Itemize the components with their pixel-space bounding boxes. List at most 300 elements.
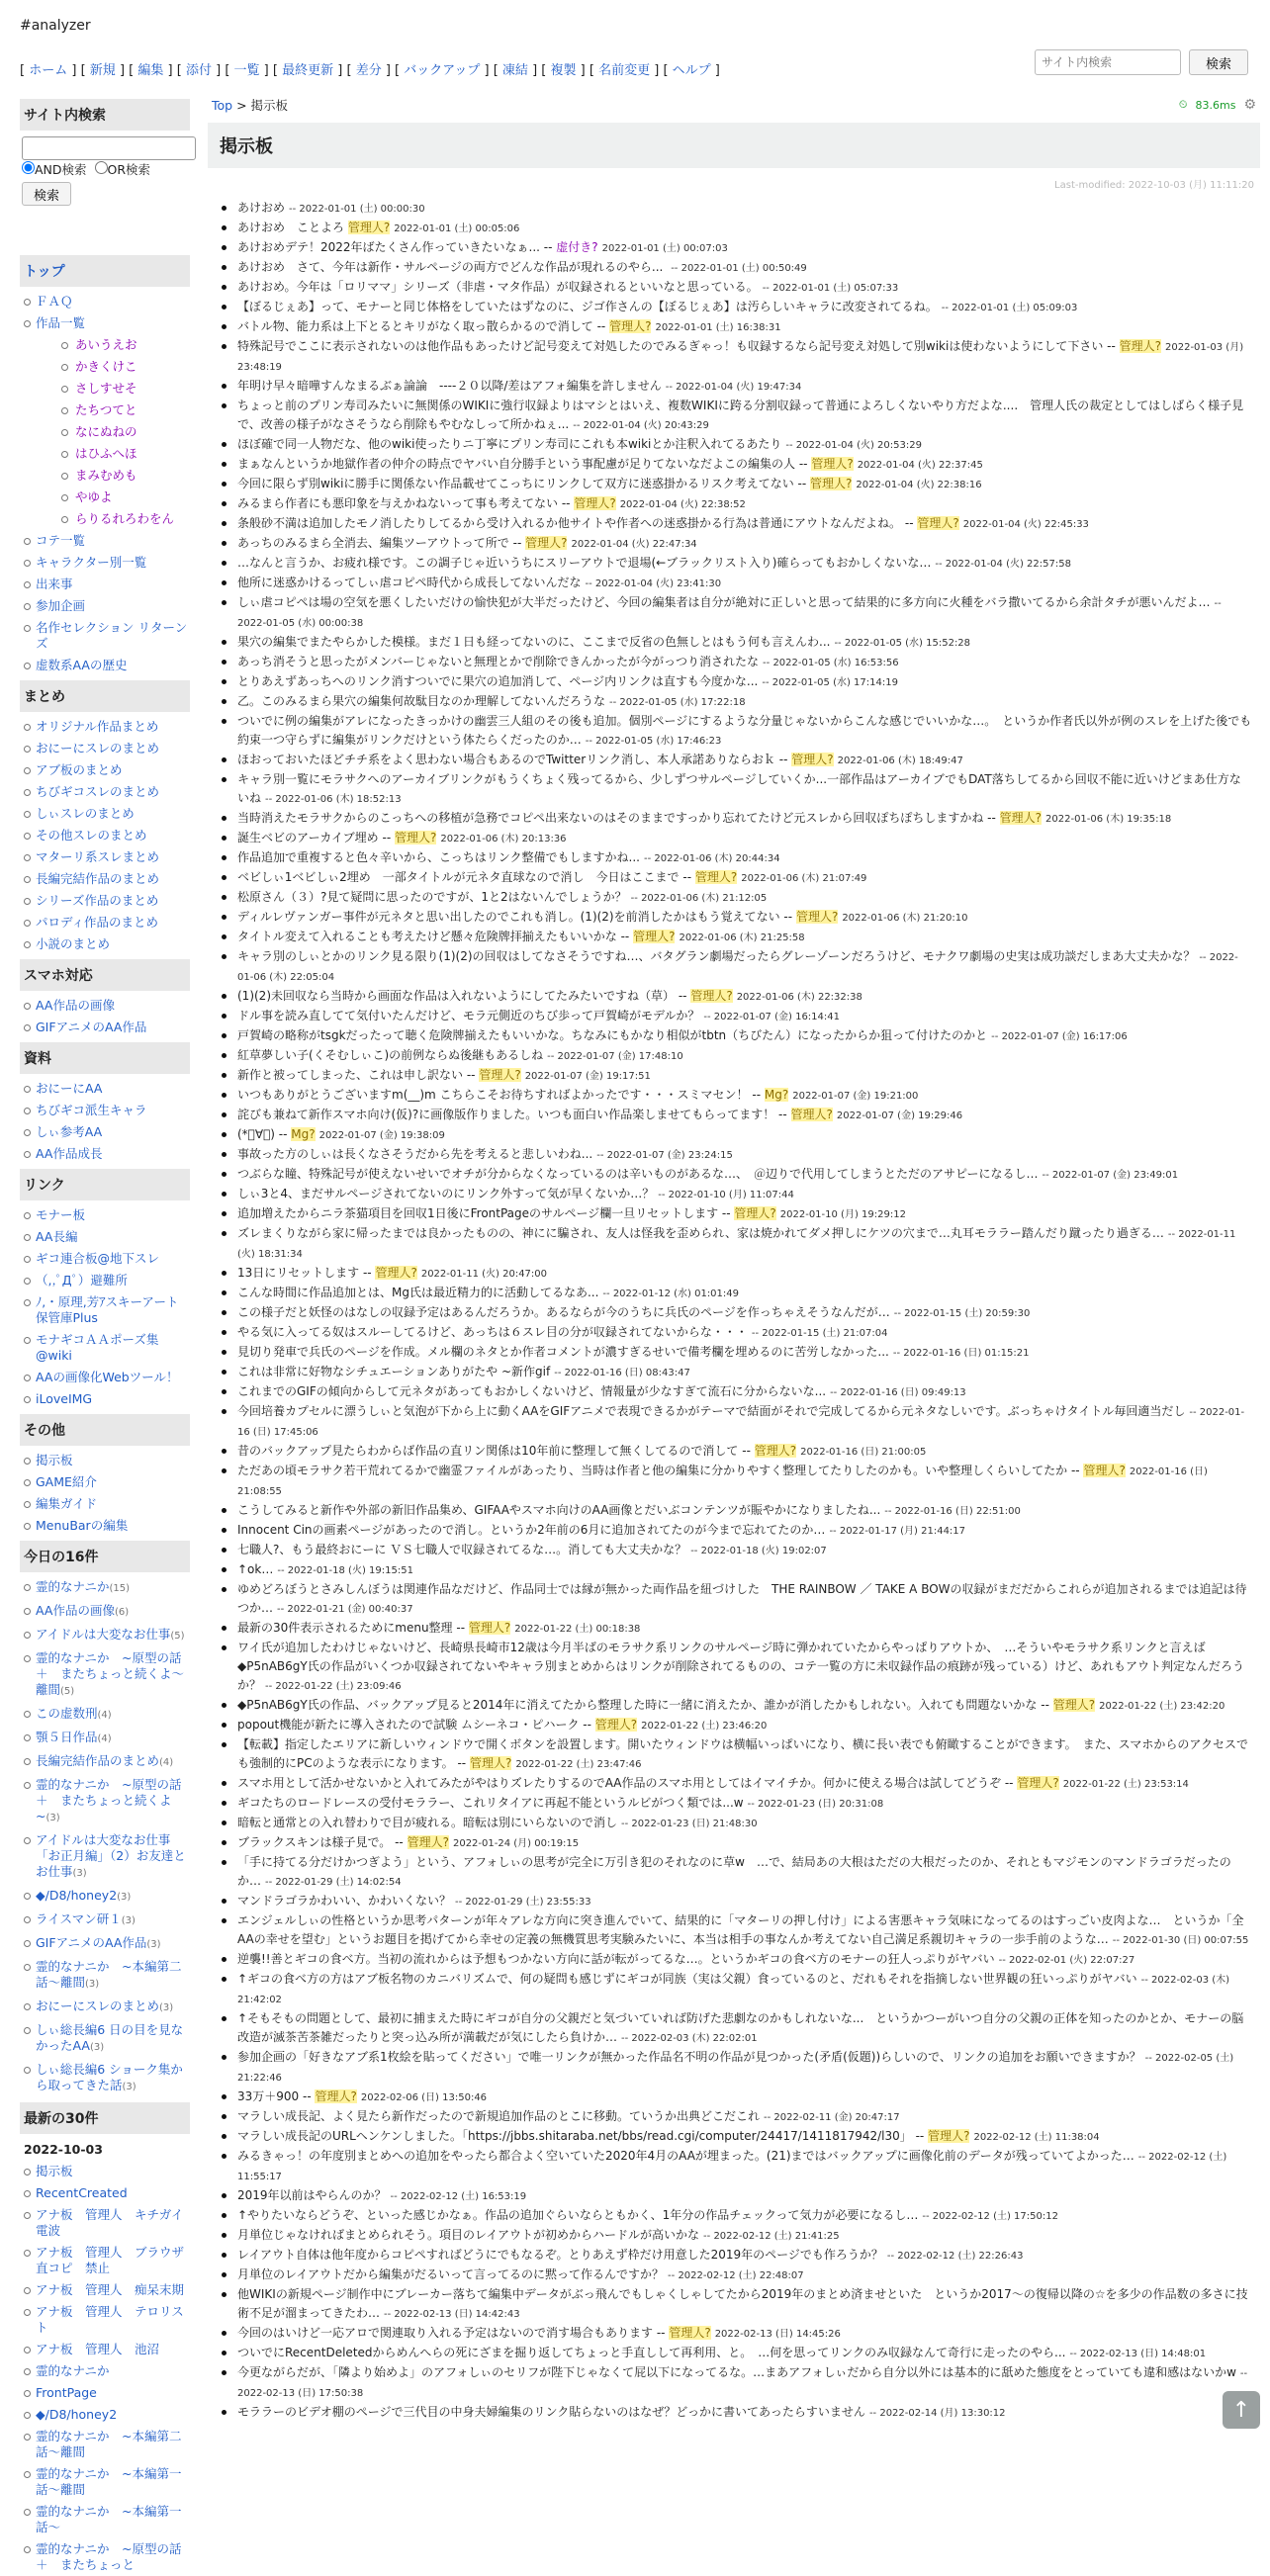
post-list [208, 199, 1260, 2423]
sidebar-link[interactable] [20, 912, 190, 933]
post-text: タイトル変えて入れることも考えたけど懸々危険牌拝揃えたもいいかな -- [237, 930, 630, 943]
post-author[interactable]: 管理人? [1017, 1776, 1059, 1790]
post-author[interactable]: 管理人? [810, 477, 853, 490]
post-timestamp: 2022-02-06 (日) 13:50:46 [360, 2092, 488, 2103]
kana-link-label[interactable]: なにぬねの [75, 424, 137, 439]
sidebar-link-label[interactable]: コテ一覧 [36, 533, 86, 548]
post-author[interactable]: 管理人? [347, 221, 391, 234]
post-item [237, 1774, 1252, 1794]
post-author[interactable]: 管理人? [669, 2326, 711, 2340]
post-author[interactable]: 管理人? [795, 910, 839, 924]
post-author[interactable]: 管理人? [594, 1718, 638, 1732]
kana-link-label[interactable]: はひふへほ [75, 446, 137, 461]
post-text: ベビしぃ1ベビしぃ2埋め 一部タイトルが元ネタ直球なので消し 今日はここまで -- [237, 870, 692, 884]
sidebar-link-label[interactable]: GAME紹介 [36, 1474, 97, 1489]
post-timestamp: 2022-01-22 (土) 23:46:20 [641, 1721, 768, 1732]
post-text: 2019年以前はやらんのか？ [237, 2188, 387, 2202]
header [0, 0, 1270, 89]
post-timestamp: -- 2022-01-17 (月) 21:44:17 [829, 1526, 966, 1537]
sidebar-link[interactable] [20, 738, 190, 759]
kana-link-label[interactable]: まみむめも [75, 468, 137, 483]
post-author[interactable]: 管理人? [315, 2089, 357, 2103]
today-item[interactable] [20, 1829, 190, 1885]
post-timestamp: -- 2022-01-12 (水) 01:01:49 [602, 1288, 740, 1299]
sidebar-link[interactable] [20, 1100, 190, 1121]
today-item-label[interactable]: 霊的なナニか [36, 1579, 110, 1594]
post-timestamp: -- 2022-01-04 (火) 20:43:29 [573, 420, 709, 431]
post-item [237, 1402, 1252, 1442]
post-text: 最新の30件表示されるためにmenu整理 -- [237, 1621, 466, 1635]
nav-link[interactable]: ヘルプ [672, 63, 711, 78]
post-author[interactable]: 管理人? [791, 753, 834, 766]
sidebar-link-label[interactable]: 霊的なナニか ~本編第二話～離間 [36, 2429, 182, 2459]
sidebar-link[interactable] [20, 530, 190, 552]
side-search-input[interactable] [22, 136, 196, 160]
nav-link[interactable]: 差分 [355, 63, 382, 78]
post-item [237, 947, 1252, 987]
sidebar-link-label[interactable]: 霊的なナニか ~原型の話 ＋ またちょっと [36, 2541, 194, 2572]
post-timestamp: -- 2022-02-12 (土) 22:48:07 [668, 2270, 804, 2281]
sidebar-link-label[interactable]: しぃ参考AA [36, 1124, 103, 1139]
today-item-label[interactable]: ライスマン研１ [36, 1911, 122, 1926]
post-item [237, 435, 1252, 455]
post-author[interactable]: Mg? [764, 1088, 789, 1102]
sidebar-link-label[interactable]: ﾉ,・原理,芳ｱスキーアート保管庫Plus [36, 1294, 179, 1325]
post-item [237, 1501, 1252, 1521]
post-item [237, 672, 1252, 692]
post-timestamp: -- 2022-02-01 (火) 22:07:27 [998, 1955, 1135, 1966]
post-text: 詫びも兼ねて新作スマホ向け(仮)?に画像版作りました。いつも面白い作品楽しませてもらってます！ -- [237, 1108, 787, 1121]
post-item [237, 1521, 1252, 1541]
post-author[interactable]: 管理人? [468, 1621, 511, 1635]
post-item [237, 1853, 1252, 1892]
sidebar-link-label[interactable]: MenuBarの編集 [36, 1518, 129, 1533]
kana-link-label[interactable]: かきくけこ [75, 359, 137, 374]
sidebar-link[interactable] [20, 1291, 190, 1329]
today-item[interactable] [20, 1885, 190, 1909]
post-text: 月単位じゃなければまとめられそう。項目のレイアウトが初めからハードルが高いかな [237, 2228, 700, 2242]
post-author[interactable]: 管理人? [999, 811, 1043, 825]
sidebar-link[interactable] [20, 933, 190, 955]
matome-heading: まとめ [20, 680, 190, 712]
post-author[interactable]: 管理人? [928, 2129, 970, 2143]
post-text: バトル物、能力系は上下とるとキリがなく取っ散らかるので消して -- [237, 319, 606, 333]
sidebar-link[interactable] [20, 890, 190, 912]
post-item [237, 534, 1252, 554]
post-item [237, 1735, 1252, 1774]
sidebar-link[interactable] [20, 1121, 190, 1143]
post-item [237, 377, 1252, 397]
kana-link[interactable] [20, 334, 190, 356]
today-item[interactable] [20, 1624, 190, 1647]
post-text: ただあの頃モラサク若干荒れてるかで幽霊ファイルがあったり、当時は作者と他の編集に分かりやすく整理してたりしたのかも。いや整理しくらいしてたか -- [237, 1464, 1080, 1477]
post-item [237, 1363, 1252, 1382]
sidebar-link[interactable] [20, 291, 190, 312]
kana-link-label[interactable]: やゆよ [75, 489, 113, 504]
sidebar-link[interactable] [20, 995, 190, 1017]
sidebar-link[interactable] [20, 759, 190, 781]
post-text: ほぼ確で同一人物だな、他のwiki使ったりニ丁寧にプリン寿司にこれも本wikiとか注釈入れてるあたり [237, 437, 782, 451]
sidebar-link-label[interactable]: モナー板 [36, 1207, 86, 1222]
today-item-label[interactable]: 霊的なナニか ~本編第二話～離間 [36, 1959, 182, 1990]
sidebar-link-label[interactable]: マターリ系スレまとめ [36, 849, 160, 864]
kana-link[interactable] [20, 465, 190, 487]
nav-link[interactable]: 最終更新 [282, 63, 334, 78]
post-author[interactable]: 管理人? [394, 831, 437, 844]
post-text: Innocent Cinの画素ページがあったので消し。というか2年前の6月に追加されてたのが今まで忘れてたのか… [237, 1523, 826, 1537]
main-content [208, 95, 1260, 2423]
sidebar-link[interactable] [20, 2204, 196, 2242]
today-item[interactable] [20, 1576, 190, 1600]
sidebar-link[interactable] [20, 2382, 190, 2404]
post-text: (*ﾟ∀ﾟ) -- [237, 1127, 288, 1141]
today-item-label[interactable]: 長編完結作品のまとめ [36, 1753, 160, 1768]
post-timestamp: -- 2022-01-21 (金) 00:40:37 [277, 1604, 413, 1615]
sidebar-link[interactable] [20, 868, 190, 890]
today-item-label[interactable]: 顎５日作品 [36, 1730, 98, 1744]
post-author[interactable]: 管理人? [811, 457, 854, 471]
post-author[interactable]: 管理人? [754, 1444, 797, 1458]
post-item [237, 1264, 1252, 1284]
post-author[interactable]: 管理人? [790, 1108, 833, 1121]
kana-link[interactable] [20, 508, 190, 530]
post-item [237, 317, 1252, 337]
kana-link-label[interactable]: たちつてと [75, 402, 137, 417]
sidebar-link-label[interactable]: しぃスレのまとめ [36, 806, 135, 821]
speed-icon: ⏲ [1178, 98, 1188, 111]
today-item[interactable] [20, 1909, 190, 1932]
post-text: 13日にリセットします -- [237, 1266, 372, 1280]
post-timestamp: -- 2022-01-23 (日) 21:48:30 [621, 1819, 758, 1829]
sidebar-link[interactable] [20, 2463, 190, 2501]
sidebar-link-label[interactable]: 出来事 [36, 577, 73, 591]
sidebar-link[interactable] [20, 1367, 190, 1388]
post-author[interactable]: 管理人? [690, 989, 733, 1003]
page-title: 掲示板 [208, 123, 1260, 168]
sidebar-link-label[interactable]: アブ板のまとめ [36, 762, 123, 777]
sidebar-link-label[interactable]: AA作品の画像 [36, 998, 115, 1013]
post-text: とりあえずあっちへのリンク消すついでに果穴の追加消して、ページ内リンクは直すも今度かな... [237, 674, 759, 688]
scroll-top-button[interactable]: ↑ [1223, 2391, 1260, 2429]
sidebar-link[interactable] [20, 2404, 190, 2426]
post-item [237, 1066, 1252, 1086]
nav-link[interactable]: 新規 [89, 63, 116, 78]
today-item-label[interactable]: この虚数刑 [36, 1706, 98, 1721]
sidebar-link-label[interactable]: シリーズ作品のまとめ [36, 893, 159, 908]
sidebar-link[interactable] [20, 2360, 190, 2382]
nav-link[interactable]: 凍結 [501, 63, 528, 78]
kana-link-label[interactable]: あいうえお [75, 337, 137, 352]
sidebar-link-label[interactable]: アナ板 管理人 テロリスト [36, 2304, 184, 2335]
nav-link[interactable]: 添付 [185, 63, 212, 78]
sidebar-link[interactable] [20, 1248, 190, 1270]
post-author[interactable]: 管理人? [525, 536, 568, 550]
sidebar-link[interactable] [20, 2501, 190, 2538]
sidebar-link[interactable] [20, 1493, 190, 1515]
post-timestamp: -- 2022-02-12 (土) 11:55:17 [237, 2152, 1227, 2182]
sidebar-link-label[interactable]: 編集ガイド [36, 1496, 98, 1511]
sidebar-link[interactable] [20, 716, 190, 738]
site-search-input[interactable] [1035, 49, 1181, 75]
today-item[interactable] [20, 1703, 190, 1727]
sidebar-link-label[interactable]: その他スレのまとめ [36, 828, 147, 843]
sidebar-link[interactable] [20, 1017, 190, 1038]
post-item [237, 2009, 1252, 2048]
sidebar-link-label[interactable]: ＦＡＱ [36, 294, 73, 309]
sidebar-link[interactable] [20, 1143, 190, 1165]
post-author[interactable]: 虚付き? [556, 240, 598, 254]
today-item-label[interactable]: GIFアニメのAA作品 [36, 1935, 147, 1950]
post-timestamp: 2022-01-22 (土) 00:18:38 [514, 1624, 641, 1635]
other-list [20, 1450, 190, 1537]
sidebar-link-label[interactable]: キャラクター別一覧 [36, 555, 147, 570]
post-text: しぃ3と4、まだサルページされてないのにリンク外すって気が早くないか…？ [237, 1187, 655, 1200]
site-search-button[interactable]: 検索 [1189, 49, 1248, 75]
today-item[interactable] [20, 2059, 190, 2098]
post-author[interactable]: 管理人? [734, 1206, 776, 1220]
post-text: 紅草夢しい子(くそむしぃこ)の前例ならぬ後継もあるしね [237, 1048, 544, 1062]
today-item[interactable] [20, 1996, 190, 2019]
today-item-label[interactable]: AA作品の画像 [36, 1603, 115, 1618]
sidebar-link[interactable] [20, 2161, 190, 2182]
sidebar-link-label[interactable]: 小説のまとめ [36, 936, 111, 951]
today-item[interactable] [20, 1750, 190, 1774]
today-item[interactable] [20, 1932, 190, 1956]
post-author[interactable]: 管理人? [1119, 339, 1161, 353]
today-item[interactable] [20, 1956, 190, 1996]
post-timestamp: -- 2022-01-07 (金) 16:14:41 [703, 1012, 840, 1022]
today-item-count: (3) [89, 2042, 105, 2053]
sidebar-link-label[interactable]: iLoveIMG [36, 1391, 93, 1406]
sidebar-link-label[interactable]: オリジナル作品まとめ [36, 719, 159, 734]
and-radio[interactable] [22, 161, 35, 174]
sidebar-link-label[interactable]: ちびギコ派生キャラ [36, 1103, 147, 1117]
post-item [237, 2344, 1252, 2363]
today-item[interactable] [20, 1647, 194, 1703]
sidebar-link[interactable] [20, 595, 190, 617]
today-item-label[interactable]: おにーにスレのまとめ [36, 1999, 160, 2013]
today-item[interactable] [20, 1727, 190, 1750]
side-search-button[interactable]: 検索 [22, 182, 71, 206]
post-timestamp: 2022-01-07 (金) 19:29:46 [836, 1110, 963, 1121]
sidebar-link[interactable] [20, 1270, 190, 1291]
post-item [237, 2324, 1252, 2344]
post-text: ついでに例の編集がアレになったきっかけの幽雲三人組のその後も追加。個別ページにするような分量じゃないからこんな感じでいいかな…。 というか作者氏以外が例のスレを上げた後でも約束一つ守らずに編集がリンクだけという体たらくだったのか… [237, 714, 1252, 747]
post-timestamp: 2022-01-16 (日) 21:08:55 [237, 1466, 1208, 1497]
post-item [237, 337, 1252, 377]
sidebar-link[interactable] [20, 1204, 190, 1226]
sidebar-link-label[interactable]: GIFアニメのAA作品 [36, 1020, 147, 1034]
kana-link[interactable] [20, 356, 190, 378]
sidebar-link[interactable] [20, 1388, 190, 1410]
nav-link[interactable]: 名前変更 [598, 63, 651, 78]
sidebar-link[interactable] [20, 2301, 190, 2339]
breadcrumb-top[interactable]: Top [212, 98, 233, 113]
nav-link[interactable]: バックアップ [404, 63, 481, 78]
today-item-label[interactable]: 霊的なナニか ~原型の話 ＋ またちょっと続くよ ~ [36, 1777, 194, 1823]
post-timestamp: -- 2022-02-13 (日) 14:48:01 [1069, 2349, 1207, 2359]
sidebar-link-label[interactable]: 霊的なナニか ~本編第一話～離間 [36, 2466, 182, 2497]
sidebar-link-label[interactable]: おにーにスレのまとめ [36, 741, 160, 755]
sidebar-link-label[interactable]: FrontPage [36, 2385, 97, 2400]
sidebar-link-label[interactable]: 霊的なナニか [36, 2363, 110, 2378]
kana-link[interactable] [20, 487, 190, 508]
post-text-cont: ?見て疑問に思ったのですが、1と2はないんでしょうか？ [320, 890, 627, 904]
sidebar-link-label[interactable]: アナ板 管理人 ブラウザ直コピ 禁止 [36, 2245, 185, 2275]
sidebar-link[interactable] [20, 803, 190, 825]
post-timestamp: 2022-01-22 (土) 23:47:46 [515, 1759, 642, 1770]
sidebar-link[interactable] [20, 2538, 194, 2576]
sidebar-link[interactable] [20, 1329, 190, 1367]
kana-link-label[interactable]: らりるれろわをん [75, 511, 175, 526]
post-text: レイアウト自体は他年度からコピペすればどうにでもなるぞ。とりあえず枠だけ用意した2019年のページでも作ろうか？ [237, 2248, 883, 2262]
kana-link-label[interactable]: さしすせそ [75, 381, 137, 396]
nav-link[interactable]: 複製 [550, 63, 577, 78]
sidebar-link-label[interactable]: ◆/D8/honey2 [36, 2407, 118, 2422]
post-timestamp: 2022-01-03 (月) 23:48:19 [237, 342, 1244, 373]
post-author[interactable]: Mg? [291, 1127, 316, 1141]
post-text: popout機能が新たに導入されたので試験 ムシーネコ・ピハーク -- [237, 1718, 591, 1732]
today-item[interactable] [20, 1774, 194, 1829]
post-author[interactable]: 管理人? [479, 1068, 521, 1082]
sidebar-link-label[interactable]: 掲示板 [36, 1453, 73, 1467]
sidebar-link-label[interactable]: アナ板 管理人 池沼 [36, 2342, 160, 2356]
sidebar-link-label[interactable]: 参加企画 [36, 598, 86, 613]
sidebar-link-label[interactable]: アナ板 管理人 痴呆末期 [36, 2282, 185, 2297]
post-item [237, 1343, 1252, 1363]
post-author[interactable]: 管理人? [469, 1756, 512, 1770]
post-timestamp: -- 2022-02-14 (月) 13:30:12 [868, 2408, 1006, 2419]
sidebar-link-label[interactable]: 名作セレクション リターンズ [36, 620, 188, 651]
link-heading: リンク [20, 1169, 190, 1200]
post-timestamp: -- 2022-02-12 (土) 16:53:19 [390, 2191, 527, 2202]
post-timestamp: -- 2022-01-23 (日) 20:31:08 [747, 1799, 884, 1810]
post-author[interactable]: 管理人? [574, 496, 616, 510]
post-author[interactable]: 管理人? [609, 319, 652, 333]
nav-link[interactable]: ホーム [29, 63, 68, 78]
sidebar-link[interactable] [20, 552, 190, 574]
or-radio[interactable] [95, 161, 108, 174]
sidebar-link[interactable] [20, 2242, 190, 2279]
today-item-label[interactable]: ◆/D8/honey2 [36, 1888, 118, 1903]
top-search [1035, 49, 1248, 75]
today-item-label[interactable]: 霊的なナニか ~原型の話 ＋ またちょっと続くよ～離間 [36, 1650, 194, 1697]
post-item [237, 1580, 1252, 1619]
sidebar-link[interactable] [20, 781, 190, 803]
post-text: ドル事を読み直してて気付いたんだけど、モラ元側近のちび歩って戸賀崎がモデルか？ [237, 1009, 700, 1022]
sidebar-link-label[interactable]: AA長編 [36, 1229, 78, 1244]
sidebar-link-label[interactable]: AAの画像化Webツール！ [36, 1370, 179, 1384]
sidebar-link-label[interactable]: おにーにAA [36, 1081, 103, 1096]
matome-list [20, 716, 190, 955]
post-item [237, 653, 1252, 672]
post-text: この様子だと妖怪のはなしの収録予定はあるんだろうか。あるならが今のうちに兵氏のページを作っちゃえそうなんだが… [237, 1305, 890, 1319]
kana-link[interactable] [20, 421, 190, 443]
sidebar-link[interactable] [20, 1515, 190, 1537]
today-item[interactable] [20, 2019, 190, 2059]
post-timestamp: -- 2022-01-18 (火) 19:15:51 [277, 1565, 413, 1576]
post-item [237, 1204, 1252, 1224]
post-item [237, 397, 1252, 435]
today-item-count: (4) [97, 1710, 112, 1721]
post-item [237, 514, 1252, 534]
gear-icon[interactable]: ⚙ [1243, 97, 1256, 113]
post-item [237, 278, 1252, 298]
sidebar-link-label[interactable]: RecentCreated [36, 2185, 128, 2200]
sidebar-link[interactable] [20, 617, 190, 655]
sidebar-link-label[interactable]: アナ板 管理人 キチガイ 電波 [36, 2207, 196, 2238]
top-list [20, 291, 190, 676]
sidebar-link-label[interactable]: モナギコＡＡポーズ集@wiki [36, 1332, 159, 1363]
kana-link[interactable] [20, 400, 190, 421]
nav-link[interactable]: 編集 [137, 63, 164, 78]
sidebar-link-label[interactable]: （,,ﾟДﾟ）避難所 [36, 1273, 128, 1288]
sidebar-link[interactable] [20, 1450, 190, 1471]
post-author[interactable]: 管理人? [633, 930, 676, 943]
nav-link[interactable]: 一覧 [233, 63, 260, 78]
sidebar-link-label[interactable]: 虚数系AAの歴史 [36, 658, 128, 672]
sidebar-link[interactable] [20, 1078, 190, 1100]
post-timestamp: -- 2022-01-18 (火) 19:02:07 [690, 1546, 827, 1556]
today-item-label[interactable]: しぃ総長編6 ショーク集から取ってきた話 [36, 2062, 183, 2092]
post-timestamp: 2022-01-07 (金) 19:38:09 [318, 1130, 445, 1141]
sidebar-link[interactable] [20, 825, 190, 846]
post-timestamp: 2022-01-06 (木) 19:35:18 [1045, 814, 1172, 825]
today-item[interactable] [20, 1600, 190, 1624]
res-heading: 資料 [20, 1042, 190, 1074]
post-author[interactable]: 管理人? [917, 516, 959, 530]
sidebar-link-label[interactable]: 掲示板 [36, 2164, 73, 2178]
sidebar-link-label[interactable]: パロディ作品のまとめ [36, 915, 159, 930]
sidebar-link-label[interactable]: 霊的なナニか ~本編第一話～ [36, 2504, 182, 2534]
sidebar-link[interactable] [20, 574, 190, 595]
sidebar-link-label[interactable]: ギコ連合板@地下スレ [36, 1251, 160, 1266]
sidebar-link-label[interactable]: 長編完結作品のまとめ [36, 871, 160, 886]
sidebar-link-label[interactable]: ちびギコスレのまとめ [36, 784, 160, 799]
post-text: 特殊記号でここに表示されないのは他作品もあったけど記号変えて対処したのでみるぎゃっ！も収録するなら記号変え対処して別wikiは使わないようにして下さい -- [237, 339, 1116, 353]
sidebar-link[interactable] [20, 2279, 190, 2301]
today-item-count: (3) [117, 1892, 132, 1903]
post-text: 今回に限らず別wikiに勝手に関係ない作品載せてこっちにリンクして双方に迷惑掛かるリスク考えてない -- [237, 477, 807, 490]
post-item [237, 554, 1252, 574]
sidebar-link[interactable] [20, 1471, 190, 1493]
post-text: ついでにRecentDeletedからめんへらの死にざまを掘り返してちょっと手直しして再利用、と。 …何を思ってリンクのみ収録なんて奇行に走ったのやら... [237, 2346, 1066, 2359]
post-author[interactable]: 管理人? [1052, 1698, 1096, 1712]
sidebar-link[interactable] [20, 312, 190, 334]
post-author[interactable]: 管理人? [694, 870, 738, 884]
sidebar-link-label[interactable]: AA作品成長 [36, 1146, 103, 1161]
sidebar-link[interactable] [20, 2426, 190, 2463]
sidebar-link-label[interactable]: 作品一覧 [36, 315, 86, 330]
today-item-label[interactable]: しぃ総長編6 日の目を見なかったAA [36, 2022, 184, 2053]
sidebar-link[interactable] [20, 846, 190, 868]
kana-link[interactable] [20, 443, 190, 465]
post-timestamp: 2022-01-11 (火) 20:47:00 [420, 1269, 548, 1280]
post-text: ほおっておいたほどチチ系をよく思わない場合もあるのでTwitterリンク消し、本人承諾ありならおｋ -- [237, 753, 788, 766]
post-author[interactable]: 管理人? [375, 1266, 417, 1280]
kana-link[interactable] [20, 378, 190, 400]
sidebar-link[interactable] [20, 1226, 190, 1248]
today-item-label[interactable]: アイドルは大変なお仕事 [36, 1627, 171, 1642]
today-item-label[interactable]: アイドルは大変なお仕事「お正月編」（2）お友達とお仕事 [36, 1832, 186, 1879]
post-item [237, 1619, 1252, 1639]
post-author[interactable]: 管理人? [407, 1835, 449, 1849]
sidebar-link[interactable] [20, 2339, 190, 2360]
post-author[interactable]: 管理人? [1083, 1464, 1126, 1477]
sidebar-link[interactable] [20, 2182, 190, 2204]
side-top-heading[interactable]: トップ [20, 255, 190, 287]
sidebar-link[interactable] [20, 655, 190, 676]
